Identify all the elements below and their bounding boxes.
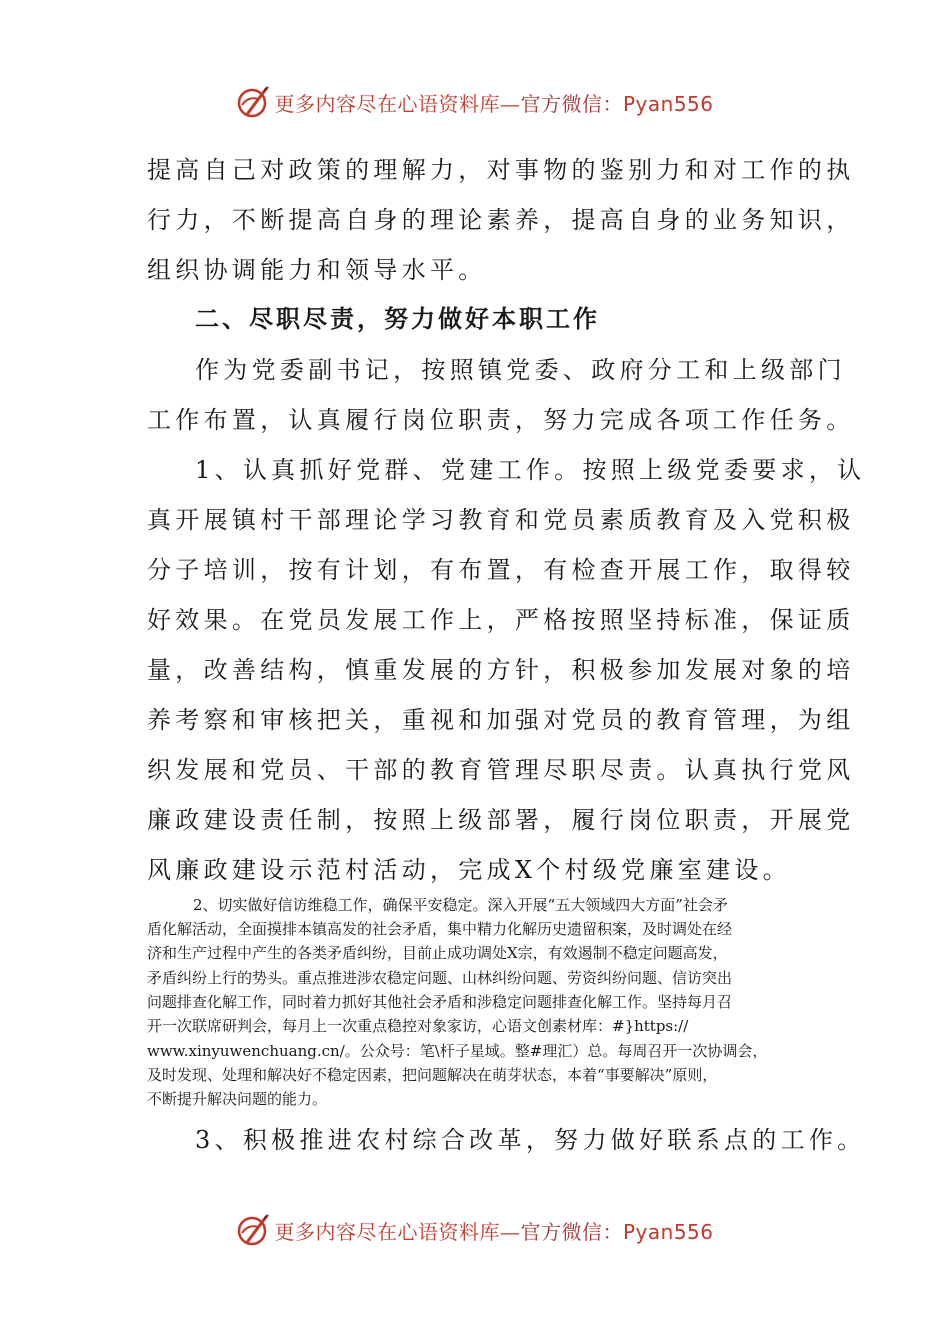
small-text-line: www.xinyuwenchuang.cn/。公众号：笔\杆子星域。整#理汇）总。每周召开一次协调会， [147,1042,768,1060]
text-line: 工作布置，认真履行岗位职责，努力完成各项工作任务。 [147,406,855,434]
text-line: 提高自己对政策的理解力，对事物的鉴别力和对工作的执 [147,156,855,184]
text-line: 廉政建设责任制，按照上级部署，履行岗位职责，开展党 [147,806,855,834]
text-line: 分子培训，按有计划，有布置，有检查开展工作，取得较 [147,556,855,584]
text-line: 组织协调能力和领导水平。 [147,256,487,284]
text-line: 量，改善结构，慎重发展的方针，积极参加发展对象的培 [147,656,855,684]
text-line: 织发展和党员、干部的教育管理尽职尽责。认真执行党风 [147,756,855,784]
small-text-line: 盾化解活动，全面摸排本镇高发的社会矛盾，集中精力化解历史遗留积案，及时调处在经 [147,920,733,938]
text-line: 行力，不断提高自身的理论素养，提高自身的业务知识， [147,206,855,234]
footer-banner [0,1210,950,1250]
small-text-line: 2、切实做好信访维稳工作，确保平安稳定。深入开展“五大领域四大方面”社会矛 [193,896,728,914]
section-heading: 二、尽职尽责，努力做好本职工作 [195,305,600,333]
small-text-line: 不断提升解决问题的能力。 [147,1090,328,1108]
banner-text: 更多内容尽在心语资料库—官方微信：Pyan556 [274,1219,714,1244]
text-line: 好效果。在党员发展工作上，严格按照坚持标准，保证质 [147,606,855,634]
text-line: 1、认真抓好党群、党建工作。按照上级党委要求，认 [195,456,866,484]
text-line: 养考察和审核把关，重视和加强对党员的教育管理，为组 [147,706,855,734]
text-line: 真开展镇村干部理论学习教育和党员素质教育及入党积极 [147,506,855,534]
small-text-line: 济和生产过程中产生的各类矛盾纠纷，目前止成功调处X宗，有效遏制不稳定问题高发， [147,944,728,962]
text-line: 3、积极推进农村综合改革，努力做好联系点的工作。 [195,1126,866,1154]
small-text-line: 问题排查化解工作，同时着力抓好其他社会矛盾和涉稳定问题排查化解工作。坚持每月召 [147,993,733,1011]
small-text-line: 开一次联席研判会，每月上一次重点稳控对象家访，心语文创素材库：#}https:// [147,1017,689,1035]
text-line: 作为党委副书记，按照镇党委、政府分工和上级部门 [195,356,846,384]
small-text-line: 矛盾纠纷上行的势头。重点推进涉农稳定问题、山林纠纷问题、劳资纠纷问题、信访突出 [147,969,733,987]
text-line: 风廉政建设示范村活动，完成X个村级党廉室建设。 [147,856,791,884]
pen-logo-icon [236,85,270,119]
pen-logo-icon [236,1213,270,1247]
banner-text: 更多内容尽在心语资料库—官方微信：Pyan556 [274,91,714,116]
header-banner [0,82,950,122]
small-text-line: 及时发现、处理和解决好不稳定因素，把问题解决在萌芽状态，本着“事要解决”原则， [147,1066,718,1084]
